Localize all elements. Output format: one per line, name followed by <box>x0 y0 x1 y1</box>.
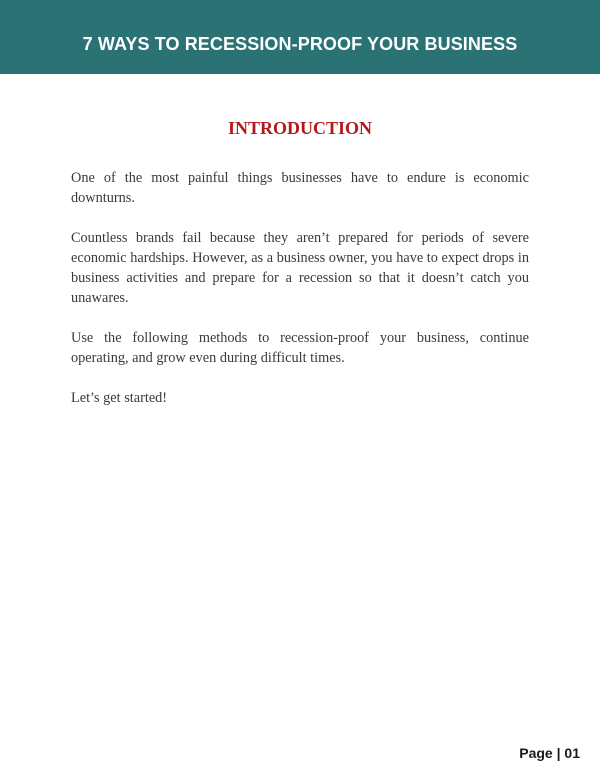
paragraph: Let’s get started! <box>71 390 168 406</box>
paragraph: Use the following methods to recession-proof your business, continue operating, and grow even during difficult times. <box>71 330 529 366</box>
page-number: 01 <box>564 745 580 761</box>
body-text <box>71 168 529 428</box>
header-banner <box>0 0 600 74</box>
page-separator: | <box>556 745 561 761</box>
page-number-footer <box>519 745 580 761</box>
document-title: 7 WAYS TO RECESSION-PROOF YOUR BUSINESS <box>82 33 518 54</box>
page-label: Page <box>519 745 553 761</box>
paragraph: Countless brands fail because they aren’t prepared for periods of severe economic hardships. However, as a business owner, you have to expect drops in business activities and prepare for a recession so that it doesn’t catch you unawares. <box>71 230 529 306</box>
section-heading: INTRODUCTION <box>227 118 373 138</box>
paragraph: One of the most painful things businesses have to endure is economic downturns. <box>71 170 529 206</box>
